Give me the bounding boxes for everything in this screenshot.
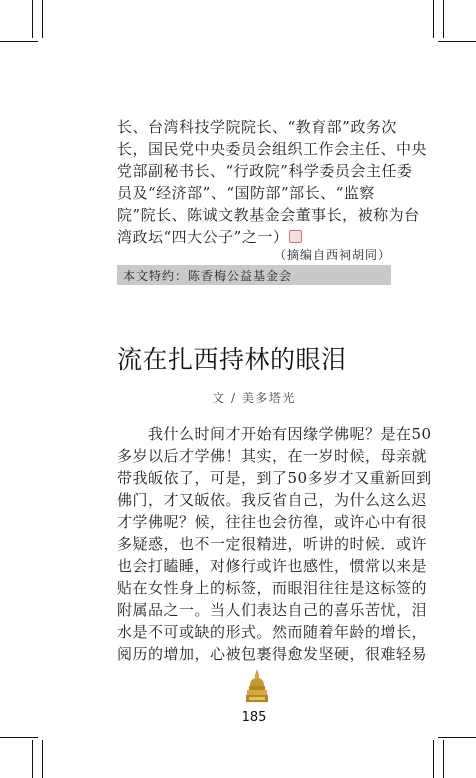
crop-mark — [443, 740, 444, 778]
article-title: 流在扎西持林的眼泪 — [117, 345, 347, 374]
crop-mark — [42, 0, 43, 38]
seal-end-icon — [289, 230, 302, 243]
intro-line: 长、台湾科技学院院长、“教育部”政务次 — [117, 118, 397, 136]
body-line: 多岁以后才学佛！其实，在一岁时候，母亲就 — [117, 447, 428, 465]
article-byline: 文 / 美多塔光 — [212, 391, 296, 405]
intro-line: 长，国民党中央委员会组织工作会主任、中央 — [117, 140, 428, 158]
sponsor-text: 本文特约：陈香梅公益基金会 — [123, 269, 293, 283]
body-line: 水是不可或缺的形式。然而随着年龄的增长， — [117, 623, 428, 641]
article-body — [117, 423, 432, 665]
body-line: 也会打瞌睡，对修行或许也感性，惯常以来是 — [117, 557, 428, 575]
sponsor-bar — [117, 265, 391, 285]
intro-line: 院”院长、陈诚文教基金会董事长，被称为台 — [117, 206, 420, 224]
source-note: （摘编自西祠胡同） — [273, 248, 391, 262]
body-line: 贴在女性身上的标签，而眼泪往往是这标签的 — [117, 579, 428, 597]
intro-line: 湾政坛“四大公子”之一） — [117, 228, 289, 246]
crop-mark — [438, 737, 476, 738]
golden-stupa-logo-icon — [246, 668, 268, 708]
crop-mark — [0, 41, 38, 42]
body-line: 才学佛呢？候，往往也会彷徨，或许心中有很 — [117, 513, 428, 531]
crop-mark — [32, 740, 33, 778]
intro-line-last — [117, 226, 391, 248]
intro-line: 党部副秘书长、“行政院”科学委员会主任委 — [117, 162, 413, 180]
crop-mark — [433, 740, 434, 778]
body-line: 附属品之一。当人们表达自己的喜乐苦忧，泪 — [117, 601, 428, 619]
crop-mark — [0, 737, 38, 738]
crop-mark — [42, 740, 43, 778]
intro-paragraph — [117, 116, 428, 248]
body-line: 带我皈依了，可是，到了50多岁才又重新回到 — [117, 469, 432, 487]
crop-mark — [443, 0, 444, 38]
crop-mark — [438, 41, 476, 42]
body-line: 多疑惑，也不一定很精进，听讲的时候．或许 — [117, 535, 428, 553]
body-line: 我什么时间才开始有因缘学佛呢？是在50 — [117, 425, 432, 443]
crop-mark — [433, 0, 434, 38]
body-line: 阅历的增加，心被包裹得愈发坚硬，很难轻易 — [117, 645, 428, 663]
body-line: 佛门，才又皈依。我反省自己，为什么这么迟 — [117, 491, 428, 509]
page-number: 185 — [241, 710, 267, 725]
intro-line: 员及“经济部”、“国防部”部长、“监察 — [117, 184, 375, 202]
crop-mark — [32, 0, 33, 38]
